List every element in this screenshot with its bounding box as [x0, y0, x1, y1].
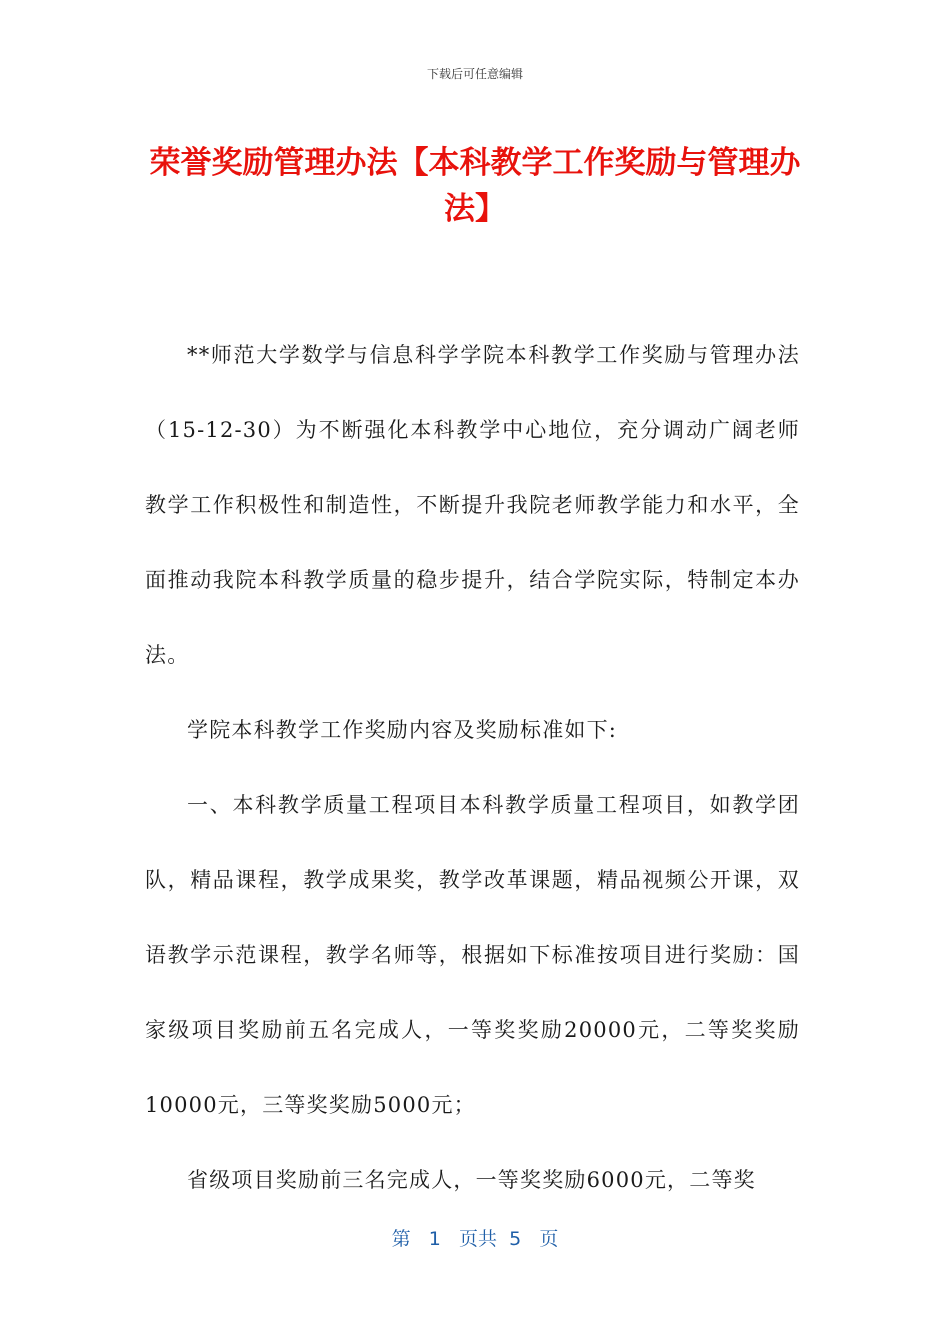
paragraph-section-one: 一、本科教学质量工程项目本科教学质量工程项目，如教学团队，精品课程，教学成果奖，教学改革课题，精品视频公开课，双语教学示范课程，教学名师等，根据如下标准按项目进行奖励：国家级项目奖励前五名完成人，一等奖奖励20000元，二等奖奖励10000元，三等奖奖励5000元； [145, 793, 800, 1117]
page-header: 下载后可任意编辑 [426, 67, 523, 81]
footer-total-pages: 5 [509, 1228, 522, 1250]
footer-prefix: 第 [391, 1228, 411, 1250]
paragraph-standards-intro: 学院本科教学工作奖励内容及奖励标准如下: [187, 718, 618, 742]
footer-current-page: 1 [428, 1228, 441, 1250]
page-footer [0, 1226, 950, 1252]
document-body [145, 318, 800, 1218]
paragraph-provincial: 省级项目奖励前三名完成人，一等奖奖励6000元，二等奖 [187, 1168, 756, 1192]
paragraph-intro: **师范大学数学与信息科学学院本科教学工作奖励与管理办法（15-12-30）为不断强化本科教学中心地位，充分调动广阔老师教学工作积极性和制造性，不断提升我院老师教学能力和水平，全面推动我院本科教学质量的稳步提升，结合学院实际，特制定本办法。 [145, 343, 800, 667]
document-title: 荣誉奖励管理办法【本科教学工作奖励与管理办法】 [149, 145, 801, 227]
footer-middle: 页共 [459, 1228, 498, 1250]
footer-suffix: 页 [539, 1228, 559, 1250]
